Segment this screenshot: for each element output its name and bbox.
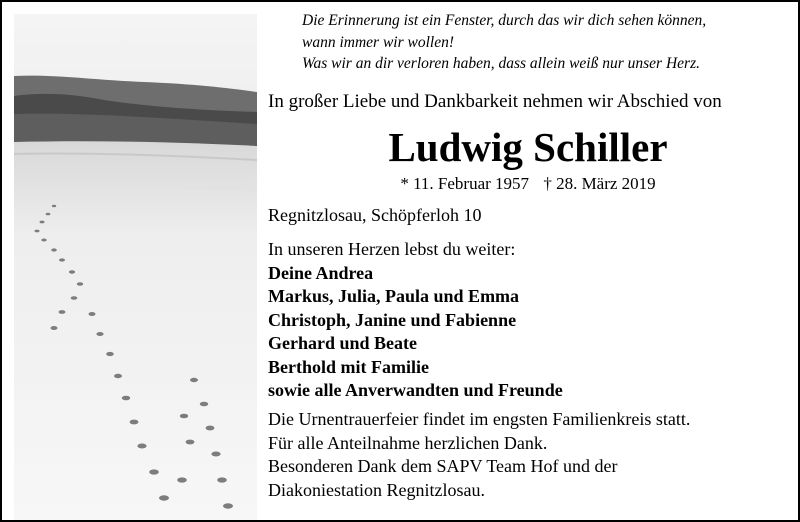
mourner-entry: Deine Andrea xyxy=(268,262,374,283)
address: Regnitzlosau, Schöpferloh 10 xyxy=(268,205,482,225)
closing-line: Die Urnentrauerfeier findet im engsten Familienkreis statt. xyxy=(268,409,691,429)
mourners-list xyxy=(268,238,563,403)
closing-line: Diakoniestation Regnitzlosau. xyxy=(268,479,485,500)
mourner-entry: Gerhard und Beate xyxy=(268,333,418,353)
life-dates xyxy=(268,174,788,194)
quote-line: Die Erinnerung ist ein Fenster, durch das wir dich sehen können, xyxy=(302,12,707,29)
quote-line: Was wir an dir verloren haben, dass allein weiß nur unser Herz. xyxy=(302,55,700,72)
quote-line: wann immer wir wollen! xyxy=(302,33,454,51)
memorial-quote xyxy=(302,10,792,75)
mourner-entry: sowie alle Anverwandten und Freunde xyxy=(268,380,563,400)
mourner-entry: Berthold mit Familie xyxy=(268,356,429,377)
farewell-intro: In großer Liebe und Dankbarkeit nehmen wir Abschied von xyxy=(268,91,722,112)
mourner-entry: Markus, Julia, Paula und Emma xyxy=(268,286,520,306)
deceased-name: Ludwig Schiller xyxy=(388,124,668,170)
closing-line: Für alle Anteilnahme herzlichen Dank. xyxy=(268,432,548,453)
closing-notes xyxy=(268,408,690,502)
birth-date: * 11. Februar 1957 xyxy=(400,174,530,193)
mourners-intro: In unseren Herzen lebst du weiter: xyxy=(268,239,516,259)
death-date: † 28. März 2019 xyxy=(543,174,656,193)
closing-line: Besonderen Dank dem SAPV Team Hof und der xyxy=(268,456,618,476)
beach-footprints-photo xyxy=(14,14,257,520)
mourner-entry: Christoph, Janine und Fabienne xyxy=(268,309,517,330)
